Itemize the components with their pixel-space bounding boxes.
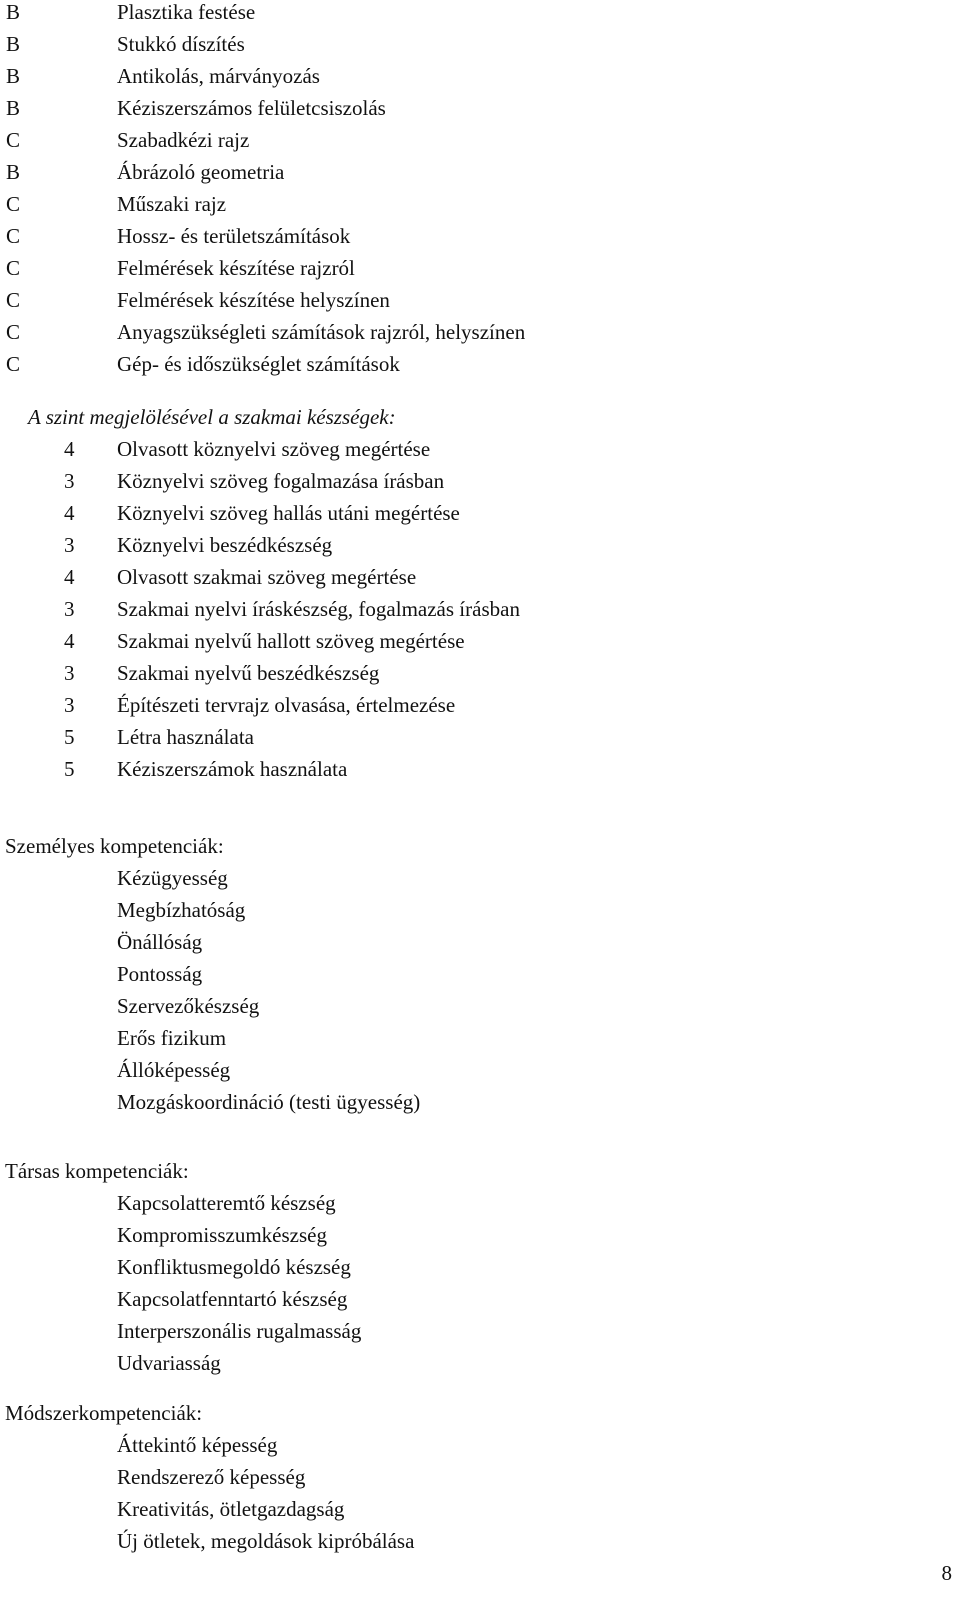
grade-code: C xyxy=(6,128,21,152)
skill-level: 4 xyxy=(64,629,75,653)
page-number: 8 xyxy=(941,1561,952,1585)
grade-code: C xyxy=(6,224,21,248)
skill-text: Köznyelvi szöveg fogalmazása írásban xyxy=(117,469,445,493)
skill-text: Köznyelvi szöveg hallás utáni megértése xyxy=(117,501,460,525)
grade-code: B xyxy=(6,64,21,88)
competence-text: Udvariasság xyxy=(117,1351,221,1375)
skill-text: Építészeti tervrajz olvasása, értelmezése xyxy=(117,693,456,717)
skill-text: Köznyelvi beszédkészség xyxy=(117,533,333,557)
skill-level: 3 xyxy=(64,469,75,493)
grade-code: C xyxy=(6,352,21,376)
grade-text: Anyagszükségleti számítások rajzról, helyszínen xyxy=(117,320,526,344)
social-competences-heading: Társas kompetenciák: xyxy=(5,1159,189,1183)
skill-level: 4 xyxy=(64,437,75,461)
skill-text: Szakmai nyelvi íráskészség, fogalmazás írásban xyxy=(117,597,520,621)
competence-text: Kézügyesség xyxy=(117,866,228,890)
competence-text: Kompromisszumkészség xyxy=(117,1223,327,1247)
skill-level: 4 xyxy=(64,501,75,525)
skill-text: Létra használata xyxy=(117,725,254,749)
grade-text: Szabadkézi rajz xyxy=(117,128,250,152)
skill-text: Szakmai nyelvű hallott szöveg megértése xyxy=(117,629,465,653)
grade-code: C xyxy=(6,192,21,216)
skill-text: Kéziszerszámok használata xyxy=(117,757,348,781)
grade-text: Gép- és időszükséglet számítások xyxy=(117,352,400,376)
skill-level: 5 xyxy=(64,725,75,749)
skills-heading: A szint megjelölésével a szakmai készségek: xyxy=(28,405,396,429)
competence-text: Állóképesség xyxy=(117,1058,231,1082)
grade-code: C xyxy=(6,256,21,280)
skill-level: 3 xyxy=(64,597,75,621)
grade-text: Felmérések készítése helyszínen xyxy=(117,288,390,312)
competence-text: Interperszonális rugalmasság xyxy=(117,1319,362,1343)
skill-level: 3 xyxy=(64,661,75,685)
skill-text: Olvasott köznyelvi szöveg megértése xyxy=(117,437,431,461)
grade-text: Felmérések készítése rajzról xyxy=(117,256,355,280)
competence-text: Kreativitás, ötletgazdagság xyxy=(117,1497,345,1521)
grade-code: B xyxy=(6,160,21,184)
grade-text: Stukkó díszítés xyxy=(117,32,245,56)
competence-text: Mozgáskoordináció (testi ügyesség) xyxy=(117,1090,421,1114)
grade-text: Antikolás, márványozás xyxy=(117,64,320,88)
competence-text: Rendszerező képesség xyxy=(117,1465,306,1489)
grade-text: Plasztika festése xyxy=(117,0,256,24)
grade-code: C xyxy=(6,320,21,344)
grade-code: B xyxy=(6,0,21,24)
grade-text: Ábrázoló geometria xyxy=(117,160,285,184)
grade-code: B xyxy=(6,96,21,120)
grade-text: Műszaki rajz xyxy=(117,192,227,216)
personal-competences-heading: Személyes kompetenciák: xyxy=(5,834,224,858)
competence-text: Megbízhatóság xyxy=(117,898,246,922)
competence-text: Erős fizikum xyxy=(117,1026,227,1050)
competence-text: Önállóság xyxy=(117,930,203,954)
skill-text: Olvasott szakmai szöveg megértése xyxy=(117,565,417,589)
skill-level: 4 xyxy=(64,565,75,589)
method-competences-heading: Módszerkompetenciák: xyxy=(5,1401,203,1425)
grade-code: B xyxy=(6,32,21,56)
competence-text: Új ötletek, megoldások kipróbálása xyxy=(117,1529,415,1553)
grade-text: Kéziszerszámos felületcsiszolás xyxy=(117,96,386,120)
competence-text: Konfliktusmegoldó készség xyxy=(117,1255,351,1279)
competence-text: Kapcsolatteremtő készség xyxy=(117,1191,336,1215)
skill-level: 5 xyxy=(64,757,75,781)
skill-text: Szakmai nyelvű beszédkészség xyxy=(117,661,380,685)
competence-text: Pontosság xyxy=(117,962,203,986)
skill-level: 3 xyxy=(64,533,75,557)
grade-code: C xyxy=(6,288,21,312)
grade-text: Hossz- és területszámítások xyxy=(117,224,351,248)
competence-text: Áttekintő képesség xyxy=(117,1433,278,1457)
skill-level: 3 xyxy=(64,693,75,717)
competence-text: Kapcsolatfenntartó készség xyxy=(117,1287,348,1311)
competence-text: Szervezőkészség xyxy=(117,994,260,1018)
